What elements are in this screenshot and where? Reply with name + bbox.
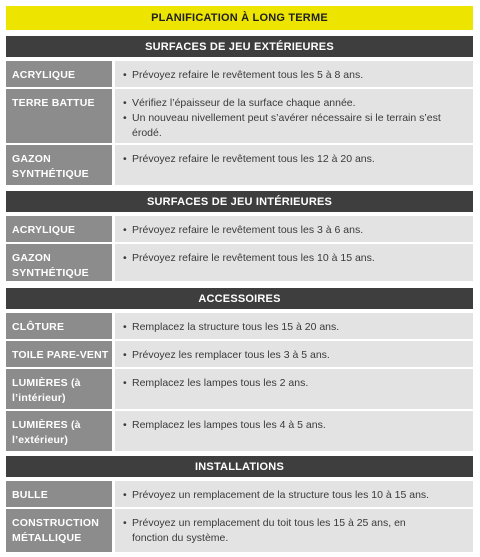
- bullet-text: Un nouveau nivellement peut s’avérer nécessaire si le terrain s’est érodé.: [132, 112, 441, 139]
- row-content-lights-outdoor: [115, 411, 473, 451]
- bullet-text: Prévoyez refaire le revêtement tous les 10 à 15 ans.: [132, 252, 375, 264]
- bullet-item: • Prévoyez un remplacement du toit tous les 15 à 25 ans, en fonction du système.: [123, 516, 473, 546]
- row-label-indoor-synthetic-turf: GAZON SYNTHÉTIQUE: [6, 244, 112, 281]
- row-label-metal-building: CONSTRUCTION MÉTALLIQUE: [6, 509, 112, 552]
- bullet-item: • Prévoyez refaire le revêtement tous les 5 à 8 ans.: [123, 68, 473, 83]
- row-label-indoor-acrylic: ACRYLIQUE: [6, 216, 112, 242]
- row-label-fence: CLÔTURE: [6, 313, 112, 339]
- row-content-clay: [115, 89, 473, 143]
- row-content-windscreen: [115, 341, 473, 367]
- bullet-text: Prévoyez un remplacement du toit tous les 15 à 25 ans, en fonction du système.: [132, 517, 406, 544]
- bullet-item: • Prévoyez un remplacement de la structure tous les 10 à 15 ans.: [123, 488, 473, 503]
- bullet-item: • Un nouveau nivellement peut s’avérer nécessaire si le terrain s’est érodé.: [123, 111, 473, 141]
- bullet-text: Remplacez la structure tous les 15 à 20 ans.: [132, 321, 340, 333]
- bullet-text: Prévoyez un remplacement de la structure tous les 10 à 15 ans.: [132, 489, 430, 501]
- row-label-windscreen: TOILE PARE-VENT: [6, 341, 112, 367]
- bullet-item: • Prévoyez refaire le revêtement tous les 3 à 6 ans.: [123, 223, 473, 238]
- bullet-item: • Vérifiez l’épaisseur de la surface chaque année.: [123, 96, 473, 111]
- row-content-outdoor-acrylic: [115, 61, 473, 87]
- row-content-outdoor-synthetic-turf: [115, 145, 473, 185]
- section-header-outdoor-surfaces: SURFACES DE JEU EXTÉRIEURES: [6, 36, 473, 57]
- bullet-text: Prévoyez les remplacer tous les 3 à 5 ans.: [132, 349, 330, 361]
- bullet-item: • Prévoyez refaire le revêtement tous les 10 à 15 ans.: [123, 251, 473, 266]
- row-content-bubble: [115, 481, 473, 507]
- row-content-fence: [115, 313, 473, 339]
- bullet-text: Remplacez les lampes tous les 4 à 5 ans.: [132, 419, 326, 431]
- bullet-item: • Remplacez les lampes tous les 4 à 5 ans.: [123, 418, 473, 433]
- row-content-indoor-acrylic: [115, 216, 473, 242]
- row-content-lights-indoor: [115, 369, 473, 409]
- page-title: PLANIFICATION À LONG TERME: [6, 6, 473, 30]
- bullet-text: Prévoyez refaire le revêtement tous les 12 à 20 ans.: [132, 153, 375, 165]
- row-label-outdoor-synthetic-turf: GAZON SYNTHÉTIQUE: [6, 145, 112, 185]
- row-content-metal-building: [115, 509, 473, 552]
- row-content-indoor-synthetic-turf: [115, 244, 473, 281]
- bullet-text: Vérifiez l’épaisseur de la surface chaque année.: [132, 97, 356, 109]
- row-label-bubble: BULLE: [6, 481, 112, 507]
- row-label-lights-indoor: LUMIÈRES (à l’intérieur): [6, 369, 112, 409]
- section-header-facilities: INSTALLATIONS: [6, 456, 473, 477]
- bullet-item: • Prévoyez les remplacer tous les 3 à 5 ans.: [123, 348, 473, 363]
- bullet-text: Remplacez les lampes tous les 2 ans.: [132, 377, 309, 389]
- row-label-lights-outdoor: LUMIÈRES (à l’extérieur): [6, 411, 112, 451]
- bullet-item: • Remplacez la structure tous les 15 à 20 ans.: [123, 320, 473, 335]
- row-label-clay: TERRE BATTUE: [6, 89, 112, 143]
- bullet-text: Prévoyez refaire le revêtement tous les 3 à 6 ans.: [132, 224, 364, 236]
- bullet-item: • Remplacez les lampes tous les 2 ans.: [123, 376, 473, 391]
- bullet-item: • Prévoyez refaire le revêtement tous les 12 à 20 ans.: [123, 152, 473, 167]
- section-header-accessories: ACCESSOIRES: [6, 288, 473, 309]
- row-label-outdoor-acrylic: ACRYLIQUE: [6, 61, 112, 87]
- section-header-indoor-surfaces: SURFACES DE JEU INTÉRIEURES: [6, 191, 473, 212]
- bullet-text: Prévoyez refaire le revêtement tous les 5 à 8 ans.: [132, 69, 364, 81]
